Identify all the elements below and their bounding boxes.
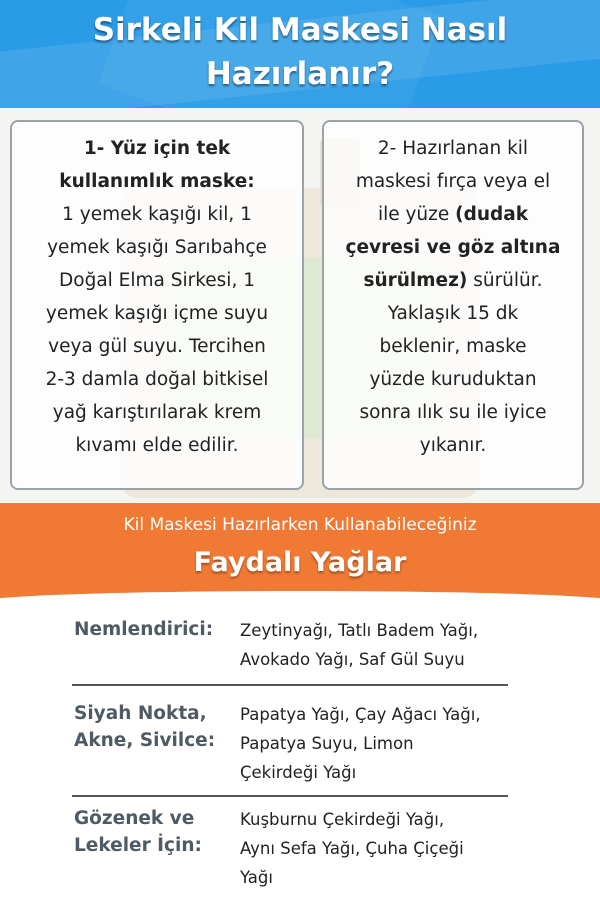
step-2-line: çevresi ve göz altına (345, 237, 561, 258)
oil-list: Papatya Yağı, Çay Ağacı Yağı, Papatya Suyu, Limon Çekirdeği Yağı (240, 705, 481, 782)
step-2-line: maskesi fırça veya el (355, 171, 551, 192)
step-1-line: veya gül suyu. Tercihen (48, 336, 266, 357)
step-1-line: yemek kaşığı Sarıbahçe (47, 237, 267, 258)
oil-category: Siyah Nokta, Akne, Sivilce: (74, 703, 216, 751)
page-title (20, 8, 580, 96)
step-2-line: 2- Hazırlanan kil (377, 138, 529, 159)
row-divider (72, 795, 508, 797)
step-2-line: yıkanır. (419, 435, 487, 456)
title-line-2: Hazırlanır? (205, 56, 395, 92)
header-banner (0, 0, 600, 108)
step-2-card (322, 120, 584, 490)
step-1-line: kullanımlık maske: (59, 171, 255, 192)
step-1-line: 1 yemek kaşığı kil, 1 (62, 204, 252, 225)
oils-banner-subtitle: Kil Maskesi Hazırlarken Kullanabileceğiniz (123, 515, 477, 535)
step-2-line: ile yüze (dudak (377, 204, 529, 225)
oils-banner (0, 503, 600, 603)
step-1-line: 1- Yüz için tek (83, 138, 231, 159)
oils-banner-title: Faydalı Yağlar (193, 547, 407, 578)
oil-category: Gözenek ve Lekeler İçin: (74, 808, 202, 856)
oil-list: Zeytinyağı, Tatlı Badem Yağı, Avokado Yağı, Saf Gül Suyu (240, 621, 479, 669)
oil-list: Kuşburnu Çekirdeği Yağı, Aynı Sefa Yağı, Çuha Çiçeği Yağı (240, 810, 464, 887)
step-2-line: yüzde kuruduktan (369, 369, 537, 390)
step-2-line: beklenir, maske (379, 336, 527, 357)
step-1-card (10, 120, 304, 490)
step-1-line: kıvamı elde edilir. (75, 435, 239, 456)
title-line-1: Sirkeli Kil Maskesi Nasıl (92, 12, 508, 48)
step-1-line: 2-3 damla doğal bitkisel (45, 369, 269, 390)
step-1-line: yağ karıştırılarak krem (52, 402, 262, 423)
instructions-section (0, 108, 600, 503)
step-1-line: yemek kaşığı içme suyu (45, 303, 269, 324)
oil-category: Nemlendirici: (74, 619, 214, 640)
step-2-line: sonra ılık su ile iyice (359, 402, 547, 423)
row-divider (72, 684, 508, 686)
step-2-line: sürülmez) sürülür. (363, 270, 543, 291)
step-1-line: Doğal Elma Sirkesi, 1 (59, 270, 255, 291)
step-2-line: Yaklaşık 15 dk (387, 303, 519, 324)
banner-wave (0, 591, 600, 613)
